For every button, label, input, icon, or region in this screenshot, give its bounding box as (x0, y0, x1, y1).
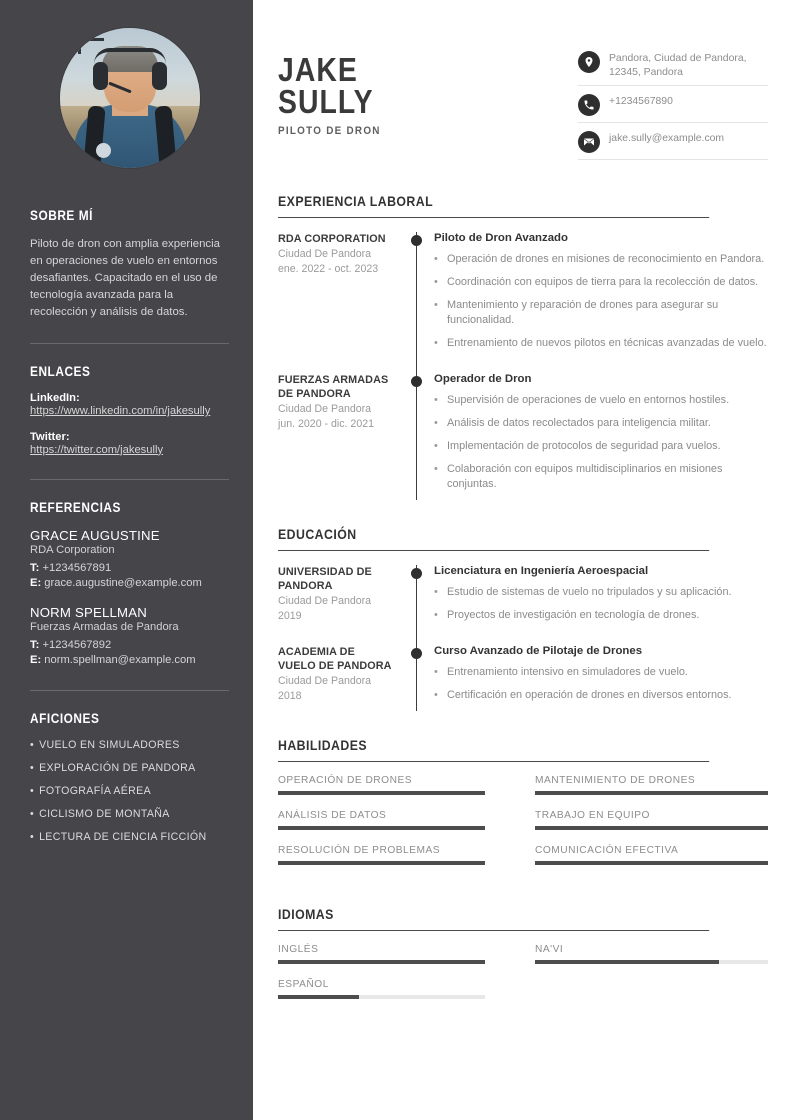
experience-entry (278, 232, 768, 359)
entry-dates: 2019 (278, 610, 302, 622)
education-title: EDUCACIÓN (278, 526, 709, 551)
experience-section (278, 193, 768, 500)
reference-item (30, 605, 229, 668)
bullet-text: Análisis de datos recolectados para inteligencia militar. (447, 417, 711, 429)
hobby-item (30, 762, 229, 774)
skill-bar-track (535, 826, 768, 830)
skill-bar-track (535, 791, 768, 795)
bullet-text: Entrenamiento de nuevos pilotos en técnicas avanzadas de vuelo. (447, 337, 767, 349)
avatar-badge (96, 143, 111, 158)
reference-name: NORM SPELLMAN (30, 605, 147, 620)
link-item-linkedin (30, 392, 229, 419)
bullet-icon: • (30, 831, 35, 843)
skill-bar-track (278, 791, 485, 795)
hobby-label: CICLISMO DE MONTAÑA (39, 808, 170, 820)
envelope-icon (578, 131, 600, 153)
reference-email-label: E: (30, 654, 42, 666)
education-section (278, 526, 768, 711)
skills-title: HABILIDADES (278, 737, 709, 762)
experience-entry (278, 373, 768, 500)
entry-org: UNIVERSIDAD DE PANDORA (278, 566, 372, 592)
entry-bullet (434, 393, 768, 408)
skill-label: COMUNICACIÓN EFECTIVA (535, 845, 679, 856)
entry-bullet (434, 585, 768, 600)
bullet-icon: • (434, 586, 438, 598)
entry-org: RDA CORPORATION (278, 233, 386, 245)
entry-bullet (434, 608, 768, 623)
skill-label: OPERACIÓN DE DRONES (278, 775, 413, 786)
timeline-dot-icon (411, 648, 422, 659)
entry-location: Ciudad De Pandora (278, 248, 372, 260)
entry-bullet (434, 416, 768, 431)
bullet-icon: • (434, 609, 438, 621)
reference-phone-row (30, 638, 229, 653)
link-url[interactable]: https://twitter.com/jakesully (30, 443, 164, 456)
bullet-text: Supervisión de operaciones de vuelo en entornos hostiles. (447, 394, 730, 406)
avatar-wrapper (30, 28, 229, 168)
skill-item (523, 775, 768, 795)
skill-label: MANTENIMIENTO DE DRONES (535, 775, 696, 786)
skill-bar-track (535, 861, 768, 865)
language-bar-track (278, 995, 485, 999)
entry-bullet (434, 462, 768, 492)
bullet-icon: • (434, 299, 438, 311)
language-item (278, 944, 523, 964)
reference-phone: +1234567892 (42, 639, 112, 651)
bullet-text: Implementación de protocolos de seguridad para vuelos. (447, 440, 721, 452)
entry-left (278, 232, 406, 359)
hobby-item (30, 808, 229, 820)
link-item-twitter (30, 431, 229, 458)
drone-icon (74, 38, 104, 41)
bullet-icon: • (30, 785, 35, 797)
hobby-label: LECTURA DE CIENCIA FICCIÓN (39, 831, 207, 843)
skill-item (278, 775, 523, 795)
bullet-icon: • (434, 394, 438, 406)
bullet-text: Certificación en operación de drones en diversos entornos. (447, 689, 732, 701)
languages-grid (278, 944, 768, 1014)
contact-list (578, 44, 768, 167)
entry-bullet (434, 252, 768, 267)
entry-right (430, 565, 768, 631)
skill-label: ANÁLISIS DE DATOS (278, 810, 387, 821)
experience-title: EXPERIENCIA LABORAL (278, 193, 709, 218)
entry-position: Curso Avanzado de Pilotaje de Drones (434, 645, 643, 657)
timeline-dot-icon (411, 235, 422, 246)
reference-phone-label: T: (30, 639, 40, 651)
link-url[interactable]: https://www.linkedin.com/in/jakesully (30, 405, 211, 417)
entry-right (430, 232, 768, 359)
entry-location: Ciudad De Pandora (278, 675, 372, 687)
entry-bullet (434, 665, 768, 680)
timeline (406, 645, 430, 711)
entry-right (430, 645, 768, 711)
bullet-text: Proyectos de investigación en tecnología de drones. (447, 609, 700, 621)
language-bar-fill (278, 960, 485, 964)
bullet-icon: • (434, 417, 438, 429)
language-bar-fill (535, 960, 719, 964)
timeline-dot-icon (411, 568, 422, 579)
skill-item (523, 810, 768, 830)
skill-item (278, 810, 523, 830)
about-title: SOBRE MÍ (30, 208, 93, 223)
skill-bar-fill (535, 791, 768, 795)
hobby-label: VUELO EN SIMULADORES (39, 739, 180, 751)
skill-bar-fill (535, 826, 768, 830)
reference-email-row (30, 653, 229, 668)
language-item (523, 944, 768, 964)
skills-grid (278, 775, 768, 880)
hobby-item (30, 785, 229, 797)
contact-row-email (578, 130, 768, 160)
headset-band-icon (94, 48, 166, 64)
bullet-text: Mantenimiento y reparación de drones para asegurar su funcionalidad. (447, 299, 719, 326)
entry-left (278, 645, 406, 711)
first-name: JAKE (278, 51, 358, 88)
headset-cup-left-icon (93, 62, 108, 90)
headset-cup-right-icon (152, 62, 167, 90)
divider (30, 690, 229, 691)
language-item (278, 979, 523, 999)
skill-item (523, 845, 768, 865)
bullet-icon: • (30, 739, 35, 751)
entry-dates: jun. 2020 - dic. 2021 (278, 418, 375, 430)
contact-row-phone (578, 93, 768, 123)
bullet-icon: • (434, 666, 438, 678)
reference-email: norm.spellman@example.com (44, 654, 196, 666)
language-label: INGLÉS (278, 944, 319, 955)
education-entry (278, 565, 768, 631)
entry-position: Licenciatura en Ingeniería Aeroespacial (434, 565, 649, 577)
contact-phone: +1234567890 (609, 96, 673, 107)
references-section (30, 500, 229, 668)
reference-phone-row (30, 561, 229, 576)
entry-left (278, 373, 406, 500)
hobby-label: FOTOGRAFÍA AÉREA (39, 785, 152, 797)
entry-bullet (434, 336, 768, 351)
entry-bullet (434, 275, 768, 290)
language-bar-track (278, 960, 485, 964)
timeline-line (416, 373, 417, 500)
skill-bar-fill (278, 861, 485, 865)
hobbies-section (30, 711, 229, 843)
reference-item (30, 528, 229, 591)
skill-label: RESOLUCIÓN DE PROBLEMAS (278, 845, 441, 856)
bullet-text: Entrenamiento intensivo en simuladores de vuelo. (447, 666, 688, 678)
hobbies-title: AFICIONES (30, 711, 100, 726)
bullet-icon: • (434, 337, 438, 349)
contact-email: jake.sully@example.com (609, 133, 725, 144)
link-label: Twitter: (30, 430, 70, 443)
languages-section (278, 906, 768, 1014)
language-bar-track (535, 960, 768, 964)
about-text: Piloto de dron con amplia experiencia en operaciones de vuelo en entornos desafiantes. Capacitado en el uso de tecnología avanzada para la recolección y análisis de datos. (30, 238, 220, 318)
job-role: PILOTO DE DRON (278, 125, 381, 137)
skill-item (278, 845, 523, 865)
skill-bar-fill (278, 791, 485, 795)
reference-phone: +1234567891 (42, 562, 112, 574)
skills-section (278, 737, 768, 880)
links-title: ENLACES (30, 364, 91, 379)
phone-icon (578, 94, 600, 116)
link-label: LinkedIn: (30, 392, 80, 404)
hobby-item (30, 739, 229, 751)
skill-bar-fill (278, 826, 485, 830)
entry-right (430, 373, 768, 500)
skill-bar-track (278, 861, 485, 865)
reference-name: GRACE AUGUSTINE (30, 528, 160, 543)
timeline-dot-icon (411, 376, 422, 387)
entry-position: Piloto de Dron Avanzado (434, 232, 568, 244)
bullet-icon: • (434, 689, 438, 701)
last-name: SULLY (278, 83, 374, 120)
contact-row-address (578, 50, 768, 86)
bullet-icon: • (434, 253, 438, 265)
bullet-icon: • (434, 276, 438, 288)
reference-org: Fuerzas Armadas de Pandora (30, 621, 179, 633)
entry-org: FUERZAS ARMADAS DE PANDORA (278, 374, 389, 400)
entry-dates: ene. 2022 - oct. 2023 (278, 263, 379, 275)
hobby-label: EXPLORACIÓN DE PANDORA (39, 762, 196, 774)
contact-address: Pandora, Ciudad de Pandora, 12345, Pandora (609, 53, 747, 78)
header (278, 44, 768, 167)
reference-email-row (30, 576, 229, 591)
references-title: REFERENCIAS (30, 500, 121, 515)
education-entry (278, 645, 768, 711)
timeline (406, 565, 430, 631)
timeline-line (416, 232, 417, 389)
entry-left (278, 565, 406, 631)
reference-email-label: E: (30, 577, 42, 589)
language-bar-fill (278, 995, 359, 999)
divider (30, 343, 229, 344)
links-section (30, 364, 229, 457)
reference-email: grace.augustine@example.com (44, 577, 202, 589)
about-section (30, 208, 229, 321)
entry-dates: 2018 (278, 690, 302, 702)
bullet-icon: • (434, 463, 438, 475)
skill-bar-fill (535, 861, 768, 865)
skill-bar-track (278, 826, 485, 830)
languages-title: IDIOMAS (278, 906, 709, 931)
entry-location: Ciudad De Pandora (278, 403, 372, 415)
drone-leg-icon (78, 44, 81, 54)
timeline (406, 232, 430, 359)
main-content (253, 0, 794, 1120)
entry-org: ACADEMIA DE VUELO DE PANDORA (278, 646, 392, 672)
hobby-item (30, 831, 229, 843)
bullet-text: Colaboración con equipos multidisciplinarios en misiones conjuntas. (447, 463, 723, 490)
language-label: NA'VI (535, 944, 564, 955)
bullet-icon: • (30, 762, 35, 774)
avatar (60, 28, 200, 168)
entry-location: Ciudad De Pandora (278, 595, 372, 607)
timeline (406, 373, 430, 500)
name-block (278, 44, 578, 137)
reference-phone-label: T: (30, 562, 40, 574)
reference-org: RDA Corporation (30, 544, 115, 556)
bullet-text: Operación de drones en misiones de reconocimiento en Pandora. (447, 253, 765, 265)
location-pin-icon (578, 51, 600, 73)
entry-bullet (434, 439, 768, 454)
entry-position: Operador de Dron (434, 373, 532, 385)
bullet-icon: • (434, 440, 438, 452)
entry-bullet (434, 298, 768, 328)
divider (30, 479, 229, 480)
sidebar (0, 0, 253, 1120)
entry-bullet (434, 688, 768, 703)
skill-label: TRABAJO EN EQUIPO (535, 810, 650, 821)
bullet-text: Estudio de sistemas de vuelo no tripulados y su aplicación. (447, 586, 732, 598)
bullet-text: Coordinación con equipos de tierra para la recolección de datos. (447, 276, 759, 288)
language-label: ESPAÑOL (278, 979, 329, 990)
bullet-icon: • (30, 808, 35, 820)
